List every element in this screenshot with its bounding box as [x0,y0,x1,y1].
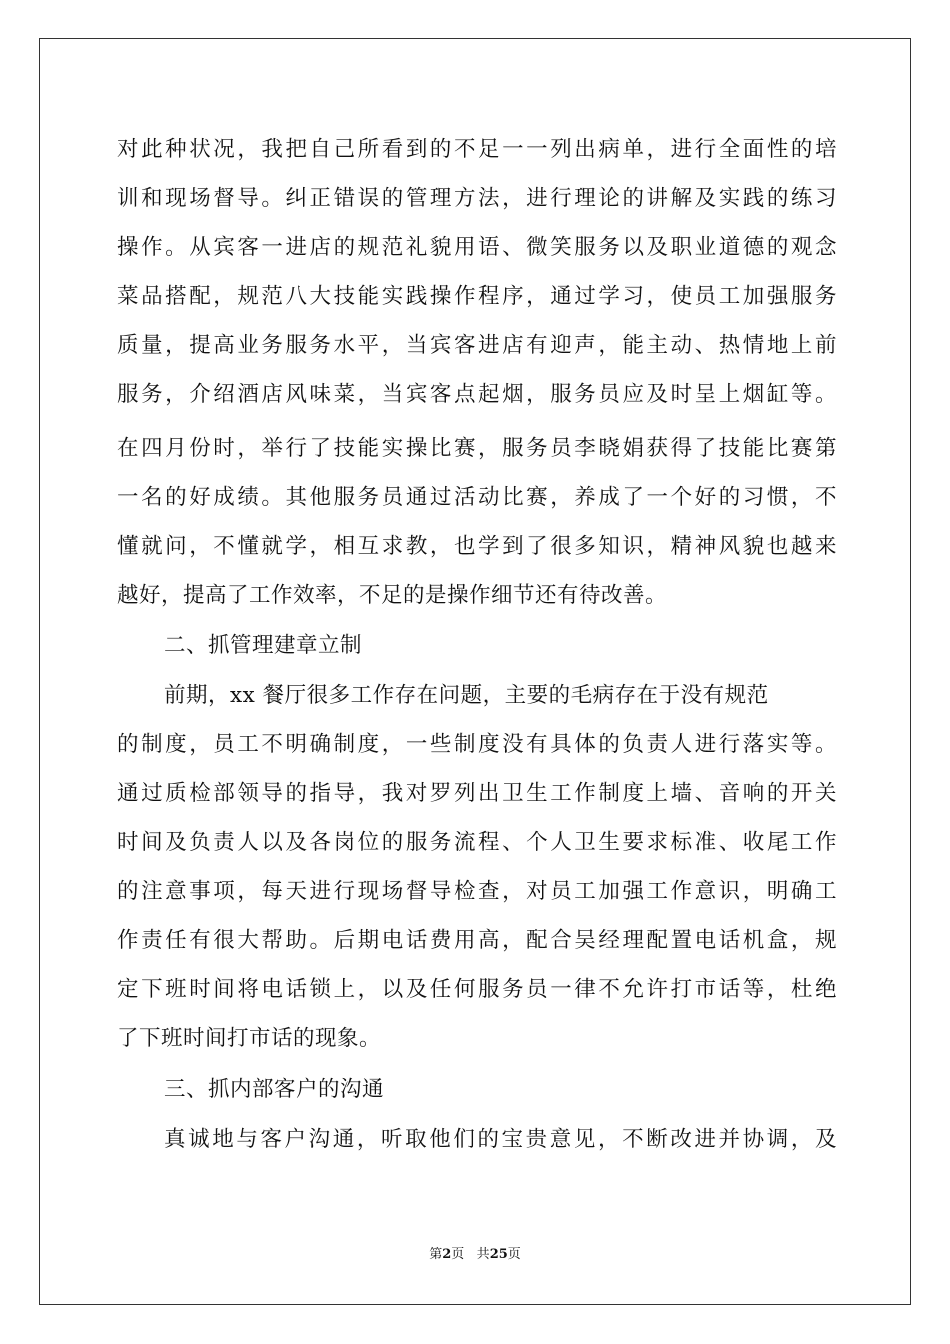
paragraph-line: 训和现场督导。纠正错误的管理方法，进行理论的讲解及实践的练习 [117,186,837,211]
footer-page-suffix: 页 [451,1247,465,1262]
paragraph-line: 懂就问，不懂就学，相互求教，也学到了很多知识，精神风貌也越来 [117,534,837,559]
paragraph-line: 在四月份时，举行了技能实操比赛，服务员李晓娟获得了技能比赛第 [117,436,837,461]
section-heading: 三、抓内部客户的沟通 [164,1077,385,1102]
total-page-count: 25 [489,1247,508,1262]
paragraph-line: 的制度，员工不明确制度，一些制度没有具体的负责人进行落实等。 [117,732,837,757]
paragraph-line: 通过质检部领导的指导，我对罗列出卫生工作制度上墙、音响的开关 [117,781,837,806]
footer-total-suffix: 页 [507,1247,521,1262]
paragraph-line: 操作。从宾客一进店的规范礼貌用语、微笑服务以及职业道德的观念 [117,235,837,260]
page-footer [0,1247,950,1263]
current-page-number: 2 [442,1247,452,1262]
paragraph-line: 真诚地与客户沟通，听取他们的宝贵意见，不断改进并协调，及 [164,1127,837,1152]
paragraph-line: 的注意事项，每天进行现场督导检查，对员工加强工作意识，明确工 [117,879,837,904]
paragraph-line: 服务，介绍酒店风味菜，当宾客点起烟，服务员应及时呈上烟缸等。 [117,382,837,407]
paragraph-line: 越好，提高了工作效率，不足的是操作细节还有待改善。 [117,583,668,608]
paragraph-line: 菜品搭配，规范八大技能实践操作程序，通过学习，使员工加强服务 [117,284,837,309]
footer-total-prefix: 共 [476,1247,490,1262]
paragraph-line: 时间及负责人以及各岗位的服务流程、个人卫生要求标准、收尾工作 [117,830,837,855]
paragraph-line: 了下班时间打市话的现象。 [117,1026,382,1051]
section-heading: 二、抓管理建章立制 [164,633,363,658]
paragraph-line: 一名的好成绩。其他服务员通过活动比赛，养成了一个好的习惯，不 [117,485,837,510]
paragraph-line: 作责任有很大帮助。后期电话费用高，配合吴经理配置电话机盒，规 [117,928,837,953]
paragraph-line: 前期，xx 餐厅很多工作存在问题，主要的毛病存在于没有规范 [164,683,769,708]
page-border [39,38,911,1305]
paragraph-line: 对此种状况，我把自己所看到的不足一一列出病单，进行全面性的培 [117,137,837,162]
paragraph-line: 质量，提高业务服务水平，当宾客进店有迎声，能主动、热情地上前 [117,333,837,358]
footer-prefix: 第 [429,1247,443,1262]
paragraph-line: 定下班时间将电话锁上，以及任何服务员一律不允许打市话等，杜绝 [117,977,837,1002]
